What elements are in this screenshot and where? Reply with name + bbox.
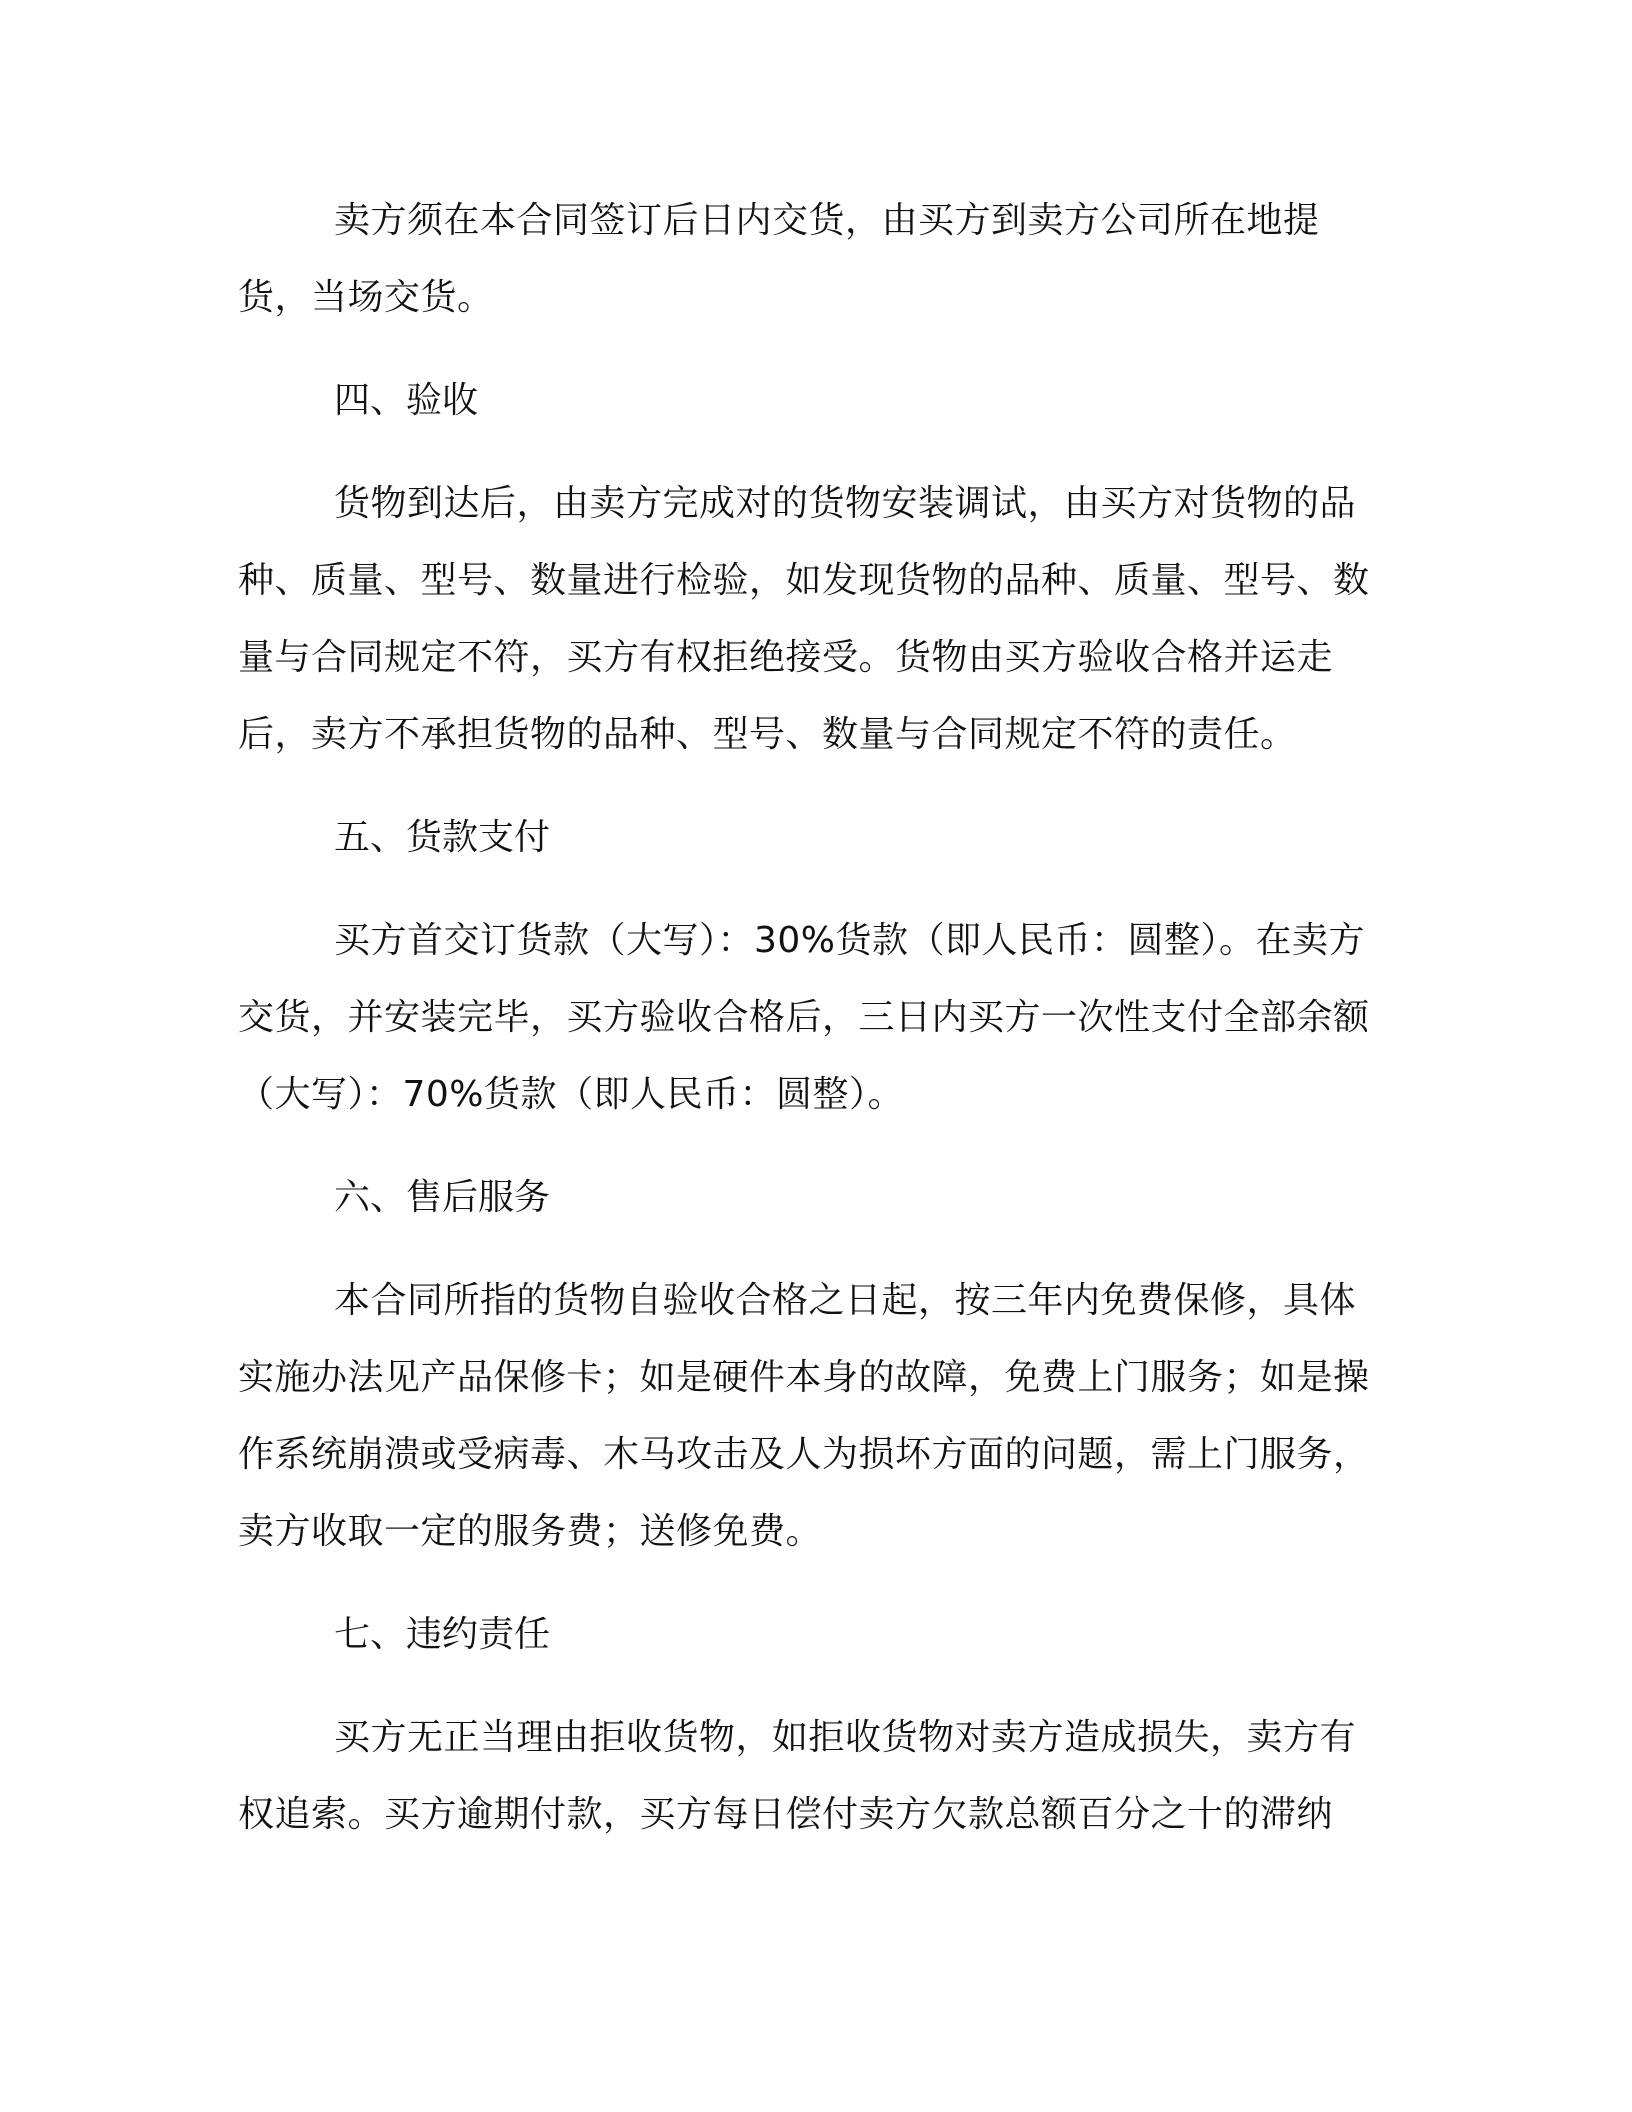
paragraph-spacer <box>238 876 1378 902</box>
paragraph-spacer <box>238 439 1378 465</box>
paragraph-spacer <box>238 1570 1378 1596</box>
section-heading-acceptance: 四、验收 <box>334 380 479 421</box>
paragraph-spacer <box>238 1133 1378 1159</box>
paragraph-after-sales: 本合同所指的货物自验收合格之日起，按三年内免费保修，具体实施办法见产品保修卡；如是硬件本身的故障，免费上门服务；如是操作系统崩溃或受病毒、木马攻击及人为损坏方面的问题，需上门服务，卖方收取一定的服务费；送修免费。 <box>238 1280 1370 1552</box>
section-heading-liability: 七、违约责任 <box>334 1614 551 1655</box>
paragraph-liability: 买方无正当理由拒收货物，如拒收货物对卖方造成损失，卖方有权追索。买方逾期付款，买方每日偿付卖方欠款总额百分之十的滞纳 <box>238 1717 1357 1835</box>
paragraph-payment: 买方首交订货款（大写）：30%货款（即人民币：圆整）。在卖方交货，并安装完毕，买方验收合格后，三日内买方一次性支付全部余额（大写）：70%货款（即人民币：圆整）。 <box>238 920 1370 1115</box>
paragraph-spacer <box>238 1673 1378 1699</box>
document-body <box>238 182 1378 1853</box>
section-heading-payment: 五、货款支付 <box>334 817 551 858</box>
paragraph-delivery: 卖方须在本合同签订后日内交货，由买方到卖方公司所在地提货，当场交货。 <box>238 200 1320 318</box>
section-heading-after-sales: 六、售后服务 <box>334 1177 551 1218</box>
paragraph-spacer <box>238 773 1378 799</box>
paragraph-spacer <box>238 1236 1378 1262</box>
paragraph-acceptance: 货物到达后，由卖方完成对的货物安装调试，由买方对货物的品种、质量、型号、数量进行检验，如发现货物的品种、质量、型号、数量与合同规定不符，买方有权拒绝接受。货物由买方验收合格并运走后，卖方不承担货物的品种、型号、数量与合同规定不符的责任。 <box>238 483 1370 755</box>
paragraph-spacer <box>238 336 1378 362</box>
